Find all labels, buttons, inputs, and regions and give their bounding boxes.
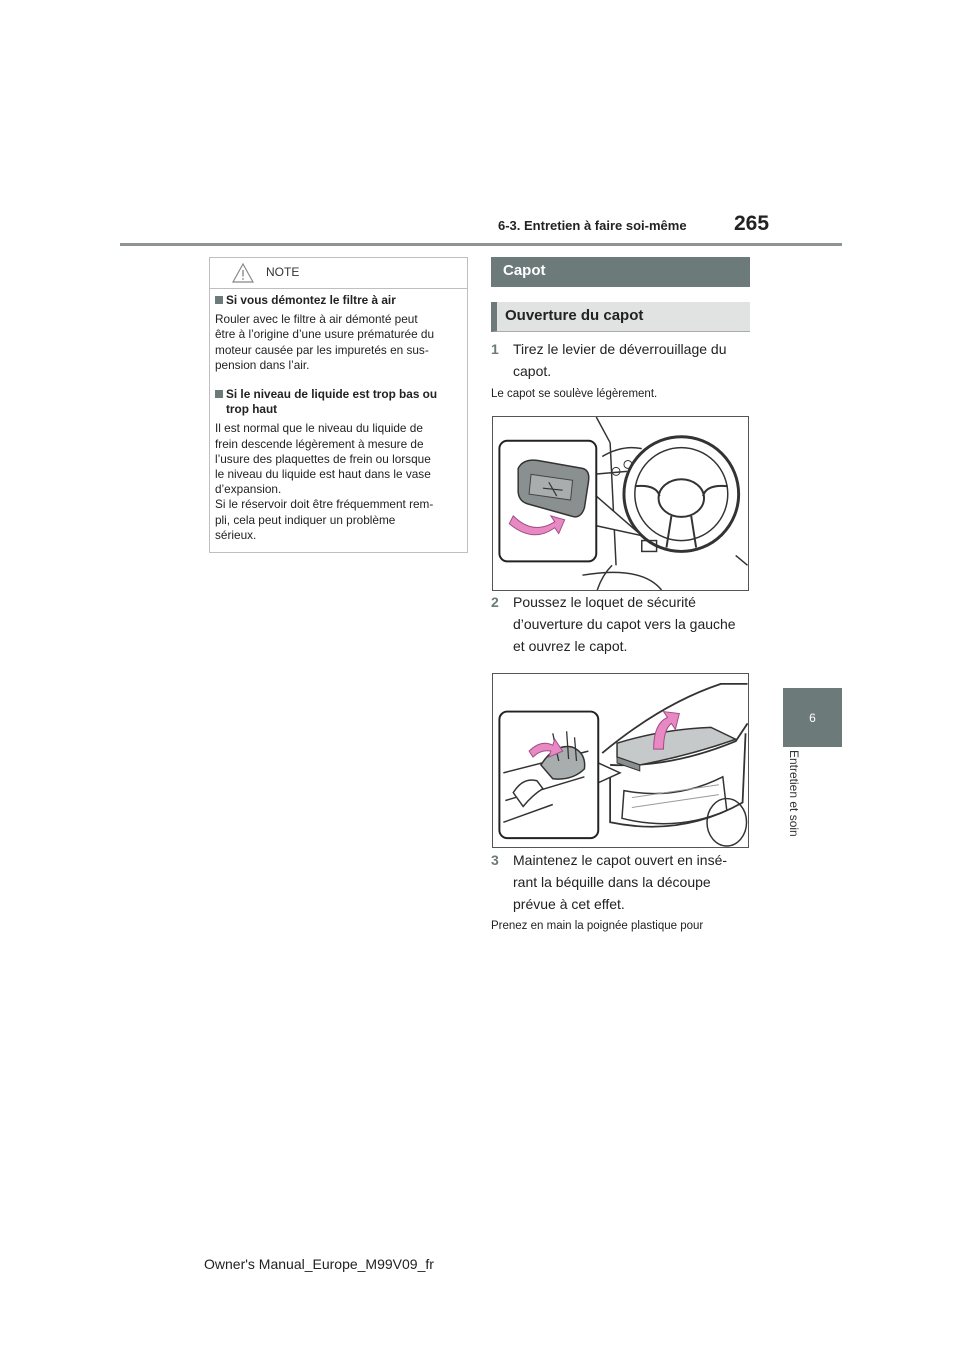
step-3 (491, 849, 751, 915)
hood-safety-latch-illustration (492, 673, 749, 848)
step-number: 3 (491, 852, 499, 868)
step-1-note: Le capot se soulève légèrement. (491, 388, 658, 400)
note-item-body: Il est normal que le niveau du liquide de frein descende légèrement à mesure de l’usure des plaquettes de frein ou lorsque le niveau du liquide est haut dans le vase d’expansion. Si le réservoir doit être fréquemment rem- pli, cela peut indiquer un problème sérieux. (215, 421, 434, 542)
section-banner: Capot (491, 257, 750, 287)
note-item (215, 387, 463, 543)
note-item (215, 293, 463, 373)
step-number: 1 (491, 341, 499, 357)
chapter-label: Entretien et soin (787, 750, 801, 837)
note-item-heading: Si le niveau de liquide est trop bas ou trop haut (215, 387, 463, 417)
note-title: NOTE (266, 265, 300, 279)
manual-identifier: Owner's Manual_Europe_M99V09_fr (204, 1256, 434, 1272)
step-2 (491, 591, 751, 657)
note-item-body: Rouler avec le filtre à air démonté peut être à l’origine d’une usure prématurée du moteur causée par les impuretés en sus- pension dans l’air. (215, 312, 435, 372)
section-title: 6-3. Entretien à faire soi-même (498, 218, 687, 233)
warning-triangle-icon (232, 263, 254, 283)
chapter-tab: 6 (783, 688, 842, 747)
note-item-heading: Si vous démontez le filtre à air (215, 293, 463, 308)
chapter-label-container (787, 750, 801, 870)
subsection-heading: Ouverture du capot (491, 302, 750, 332)
hood-release-lever-illustration (492, 416, 749, 591)
header-divider (120, 243, 842, 246)
bullet-square-icon (215, 390, 223, 398)
step-1 (491, 338, 751, 382)
step-number: 2 (491, 594, 499, 610)
step-text: Poussez le loquet de sécurité d’ouverture du capot vers la gauche et ouvrez le capot. (513, 594, 736, 654)
bullet-square-icon (215, 296, 223, 304)
step-3-note: Prenez en main la poignée plastique pour (491, 920, 704, 932)
note-header (210, 258, 467, 289)
note-box (209, 257, 468, 553)
page-number: 265 (734, 212, 770, 235)
step-text: Maintenez le capot ouvert en insé- rant la béquille dans la découpe prévue à cet effet. (513, 852, 728, 912)
step-text: Tirez le levier de déverrouillage du capot. (513, 341, 727, 379)
